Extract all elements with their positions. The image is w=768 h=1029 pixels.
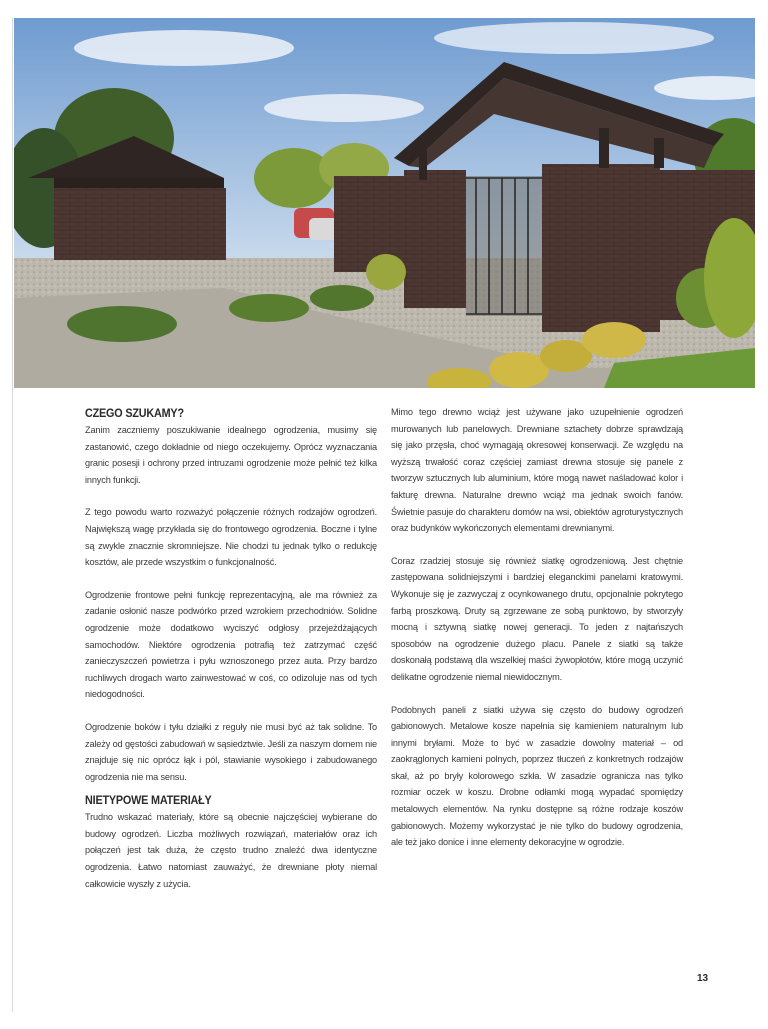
page-number: 13 bbox=[697, 973, 709, 984]
left-column bbox=[85, 404, 377, 908]
hero-photo bbox=[14, 18, 755, 388]
fence-gazebo-illustration bbox=[14, 18, 755, 388]
paragraph: Trudno wskazać materiały, które są obecnie najczęściej wybierane do budowy ogrodzeń. Liczba możliwych rozwiązań, materiałów oraz ich połączeń jest tak duża, że często trudno znaleźć dwa identyczne ogrodzenia. Łatwo natomiast zauważyć, że drewniane płoty niemal całkowicie wyszły z użycia. bbox=[85, 812, 377, 889]
heading-czego-szukamy: CZEGO SZUKAMY? bbox=[85, 406, 184, 420]
page-edge-line bbox=[12, 18, 13, 1012]
paragraph: Z tego powodu warto rozważyć połączenie różnych rodzajów ogrodzeń. Największą wagę przykłada się do frontowego ogrodzenia. Boczne i tylne są zwykle znacznie skromniejsze. Nie chodzi tu jednak tylko o redukcję kosztów, ale przede wszystkim o funkcjonalność. bbox=[85, 507, 377, 568]
heading-nietypowe-materialy: NIETYPOWE MATERIAŁY bbox=[85, 793, 212, 808]
paragraph: Ogrodzenie boków i tyłu działki z reguły nie musi być aż tak solidne. To zależy od gęstości zabudowań w sąsiedztwie. Jeśli za naszym domem nie znajduje się nic oprócz łąk i pól, stawianie wysokiego i zabudowanego ogrodzenia nie ma sensu. bbox=[85, 721, 377, 782]
paragraph: Zanim zaczniemy poszukiwanie idealnego ogrodzenia, musimy się zastanowić, czego dokładnie od niego oczekujemy. Oprócz wyznaczania granic posesji i ochrony przed intruzami ogrodzenie może pełnić też kilka innych funkcji. bbox=[85, 425, 377, 485]
paragraph: Ogrodzenie frontowe pełni funkcję reprezentacyjną, ale ma również za zadanie osłonić nasze podwórko przed wzrokiem przechodniów. Solidne ogrodzenie może dodatkowo wyciszyć odgłosy przejeżdżających samochodów. Niektóre ogrodzenia potrafią też zatrzymać część zanieczyszczeń powietrza i pyłu wznoszonego przez auta. Przy bardzo ruchliwych drogach warto zainwestować w coś, co odizoluje nas od tych niedogodności. bbox=[85, 589, 377, 700]
right-column bbox=[391, 404, 683, 867]
paragraph: Mimo tego drewno wciąż jest używane jako uzupełnienie ogrodzeń murowanych lub panelowych. Drewniane sztachety dobrze sprawdzają się jako przęsła, choć wymagają okresowej konserwacji. Ze względu na wyższą trwałość coraz częściej zamiast drewna stosuje się panele z tworzyw sztucznych lub aluminium, które mogą nawet naśladować kolor i fakturę drewna. Naturalne drewno wciąż ma jednak swoich fanów. Świetnie pasuje do charakteru domów na wsi, obiektów agroturystycznych oraz budynków wykończonych elementami drewnianymi. bbox=[391, 407, 683, 534]
paragraph: Coraz rzadziej stosuje się również siatkę ogrodzeniową. Jest chętnie zastępowana solidniejszymi i bardziej eleganckimi panelami kratowymi. Wykonuje się je zazwyczaj z ocynkowanego drutu, opcjonalnie pokrytego farbą proszkową. Druty są zgrzewane ze sobą punktowo, by stworzyły mocną i sztywną siatkę nowej generacji. To jeden z najtańszych sposobów na ogrodzenie dużego placu. Panele z siatki są także doskonałą podstawą dla wszelkiej maści żywopłotów, które mogą uczynić delikatne ogrodzenie niemal niewidocznym. bbox=[391, 555, 683, 682]
paragraph: Podobnych paneli z siatki używa się często do budowy ogrodzeń gabionowych. Metalowe kosze napełnia się kamieniem naturalnym lub innymi bryłami. Może to być w zasadzie dowolny materiał – od zaokrąglonych kamieni polnych, poprzez tłuczeń z konkretnych rodzajów skał, aż po bryły kolorowego szkła. W zasadzie ogranicza nas tylko rozmiar oczek w koszu. Drobne odłamki mogą wypadać spomiędzy metalowych elementów. Na rynku dostępne są różne rodzaje koszów gabionowych. Możemy wykorzystać je nie tylko do budowy ogrodzenia, ale też jako donice i inne elementy dekoracyjne w ogrodzie. bbox=[391, 704, 683, 848]
